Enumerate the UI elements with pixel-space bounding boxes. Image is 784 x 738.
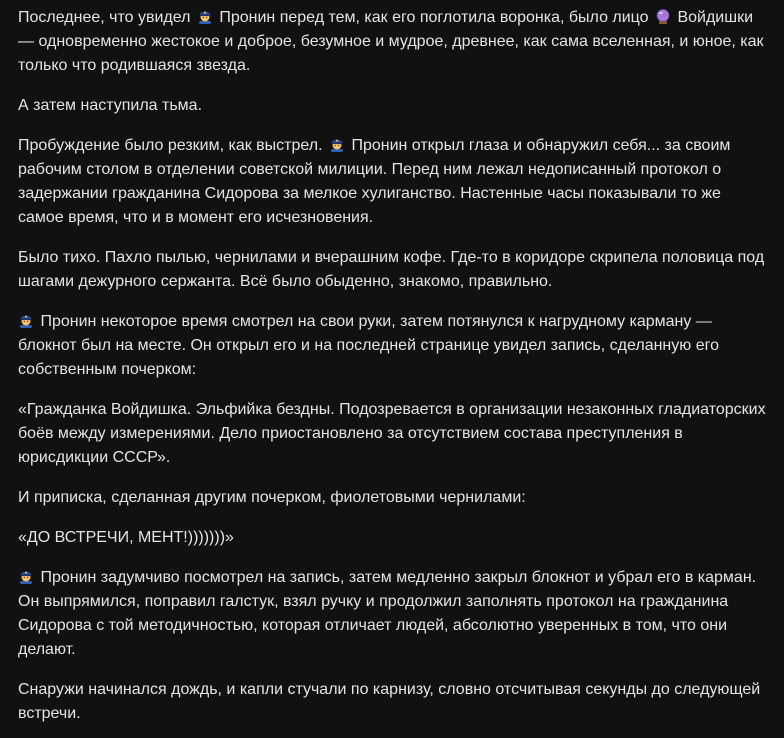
paragraph-1-part-2: Пронин перед тем, как его поглотила воронка, было лицо bbox=[214, 9, 654, 26]
paragraph-1-part-1: Последнее, что увидел bbox=[18, 9, 195, 26]
paragraph-5 bbox=[18, 310, 766, 382]
paragraph-6: «Гражданка Войдишка. Эльфийка бездны. Подозревается в организации незаконных гладиаторских боёв между измерениями. Дело приостановлено за отсутствием состава преступления в юрисдикции СССР». bbox=[18, 401, 766, 466]
police-officer-icon bbox=[18, 312, 34, 328]
police-officer-icon bbox=[18, 568, 34, 584]
paragraph-1-part-3: Войдишки — одновременно жестокое и доброе, безумное и мудрое, древнее, как сама вселенная, и юное, как только что родившаяся звезда. bbox=[18, 9, 764, 74]
crystal-ball-icon bbox=[655, 8, 671, 24]
paragraph-10: Снаружи начинался дождь, и капли стучали по карнизу, словно отсчитывая секунды до следующей встречи. bbox=[18, 681, 761, 722]
police-officer-icon bbox=[197, 8, 213, 24]
paragraph-9-text: Пронин задумчиво посмотрел на запись, затем медленно закрыл блокнот и убрал его в карман. Он выпрямился, поправил галстук, взял ручку и продолжил заполнять протокол на гражданина Сидорова с той методичностью, которая отличает людей, абсолютно уверенных в том, что они делают. bbox=[18, 569, 757, 658]
police-officer-icon bbox=[329, 136, 345, 152]
paragraph-4: Было тихо. Пахло пылью, чернилами и вчерашним кофе. Где-то в коридоре скрипела половица под шагами дежурного сержанта. Всё было обыденно, знакомо, правильно. bbox=[18, 249, 765, 290]
paragraph-3-part-1: Пробуждение было резким, как выстрел. bbox=[18, 137, 327, 154]
paragraph-1 bbox=[18, 6, 766, 78]
paragraph-8: «ДО ВСТРЕЧИ, МЕНТ!)))))))» bbox=[18, 529, 234, 546]
paragraph-9 bbox=[18, 566, 766, 662]
paragraph-2: А затем наступила тьма. bbox=[18, 97, 203, 114]
paragraph-5-text: Пронин некоторое время смотрел на свои руки, затем потянулся к нагрудному карману — блокнот был на месте. Он открыл его и на последней странице увидел запись, сделанную его собственным почерком: bbox=[18, 313, 719, 378]
paragraph-7: И приписка, сделанная другим почерком, фиолетовыми чернилами: bbox=[18, 489, 526, 506]
paragraph-3-part-2: Пронин открыл глаза и обнаружил себя... за своим рабочим столом в отделении советской милиции. Перед ним лежал недописанный протокол о задержании гражданина Сидорова за мелкое хулиганство. Настенные часы показывали то же самое время, что и в момент его исчезновения. bbox=[18, 137, 731, 226]
paragraph-3 bbox=[18, 134, 766, 230]
